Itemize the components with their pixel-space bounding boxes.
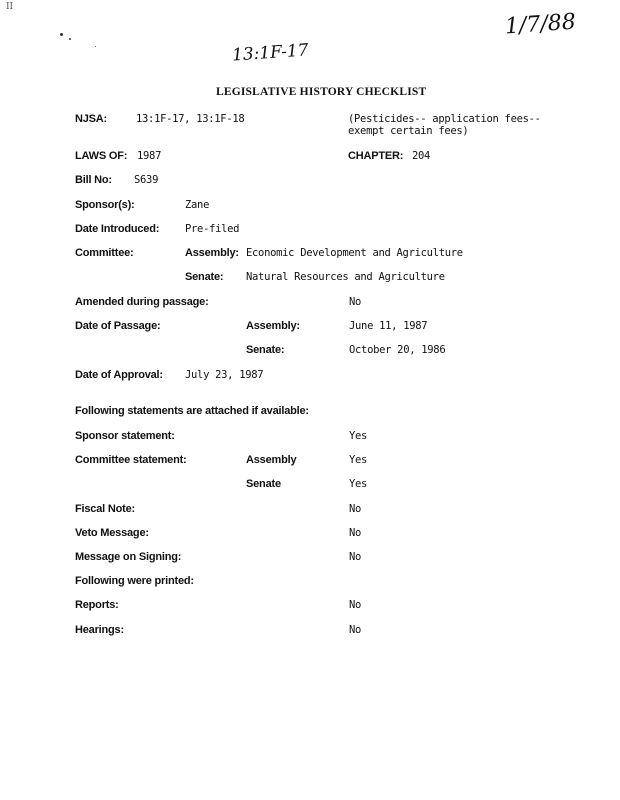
njsa-label: NJSA: bbox=[75, 113, 108, 125]
committee-assembly-label: Assembly: bbox=[185, 247, 239, 259]
laws-of-value: 1987 bbox=[137, 150, 162, 162]
page-title: LEGISLATIVE HISTORY CHECKLIST bbox=[216, 86, 427, 98]
chapter-value: 204 bbox=[412, 150, 431, 162]
date-of-approval-value: July 23, 1987 bbox=[185, 369, 264, 381]
statements-heading: Following statements are attached if available: bbox=[75, 405, 309, 417]
printed-heading: Following were printed: bbox=[75, 575, 194, 587]
committee-senate-label: Senate: bbox=[185, 271, 224, 283]
njsa-note-line2: exempt certain fees) bbox=[348, 125, 469, 137]
date-of-approval-label: Date of Approval: bbox=[75, 369, 163, 381]
njsa-note-line1: (Pesticides-- application fees-- bbox=[348, 113, 541, 125]
sponsor-statement-label: Sponsor statement: bbox=[75, 430, 175, 442]
passage-senate-value: October 20, 1986 bbox=[349, 344, 446, 356]
committee-statement-assembly-label: Assembly bbox=[246, 454, 297, 466]
hearings-value: No bbox=[349, 624, 362, 636]
amended-label: Amended during passage: bbox=[75, 296, 209, 308]
sponsors-value: Zane bbox=[185, 199, 210, 211]
committee-statement-senate-label: Senate bbox=[246, 478, 281, 490]
chapter-label: CHAPTER: bbox=[348, 150, 404, 162]
reports-value: No bbox=[349, 599, 362, 611]
scan-speck bbox=[95, 46, 96, 47]
amended-value: No bbox=[349, 296, 362, 308]
date-introduced-value: Pre-filed bbox=[185, 223, 240, 235]
bill-no-label: Bill No: bbox=[75, 174, 112, 186]
committee-statement-label: Committee statement: bbox=[75, 454, 187, 466]
reports-label: Reports: bbox=[75, 599, 119, 611]
passage-senate-label: Senate: bbox=[246, 344, 285, 356]
laws-of-label: LAWS OF: bbox=[75, 150, 128, 162]
passage-assembly-value: June 11, 1987 bbox=[349, 320, 428, 332]
committee-senate-value: Natural Resources and Agriculture bbox=[246, 271, 445, 283]
committee-label: Committee: bbox=[75, 247, 134, 259]
date-of-passage-label: Date of Passage: bbox=[75, 320, 161, 332]
sponsor-statement-value: Yes bbox=[349, 430, 368, 442]
margin-mark: II bbox=[6, 2, 14, 12]
bill-no-value: S639 bbox=[134, 174, 159, 186]
scan-speck bbox=[60, 33, 63, 36]
handwritten-code: 13:1F-17 bbox=[231, 40, 310, 66]
njsa-value: 13:1F-17, 13:1F-18 bbox=[136, 113, 245, 125]
message-on-signing-label: Message on Signing: bbox=[75, 551, 182, 563]
scan-speck bbox=[69, 38, 71, 40]
date-introduced-label: Date Introduced: bbox=[75, 223, 160, 235]
fiscal-note-label: Fiscal Note: bbox=[75, 503, 135, 515]
message-on-signing-value: No bbox=[349, 551, 362, 563]
veto-message-label: Veto Message: bbox=[75, 527, 149, 539]
sponsors-label: Sponsor(s): bbox=[75, 199, 135, 211]
veto-message-value: No bbox=[349, 527, 362, 539]
passage-assembly-label: Assembly: bbox=[246, 320, 300, 332]
handwritten-date: 1/7/88 bbox=[504, 9, 577, 40]
committee-statement-senate-value: Yes bbox=[349, 478, 368, 490]
hearings-label: Hearings: bbox=[75, 624, 124, 636]
committee-assembly-value: Economic Development and Agriculture bbox=[246, 247, 463, 259]
fiscal-note-value: No bbox=[349, 503, 362, 515]
committee-statement-assembly-value: Yes bbox=[349, 454, 368, 466]
